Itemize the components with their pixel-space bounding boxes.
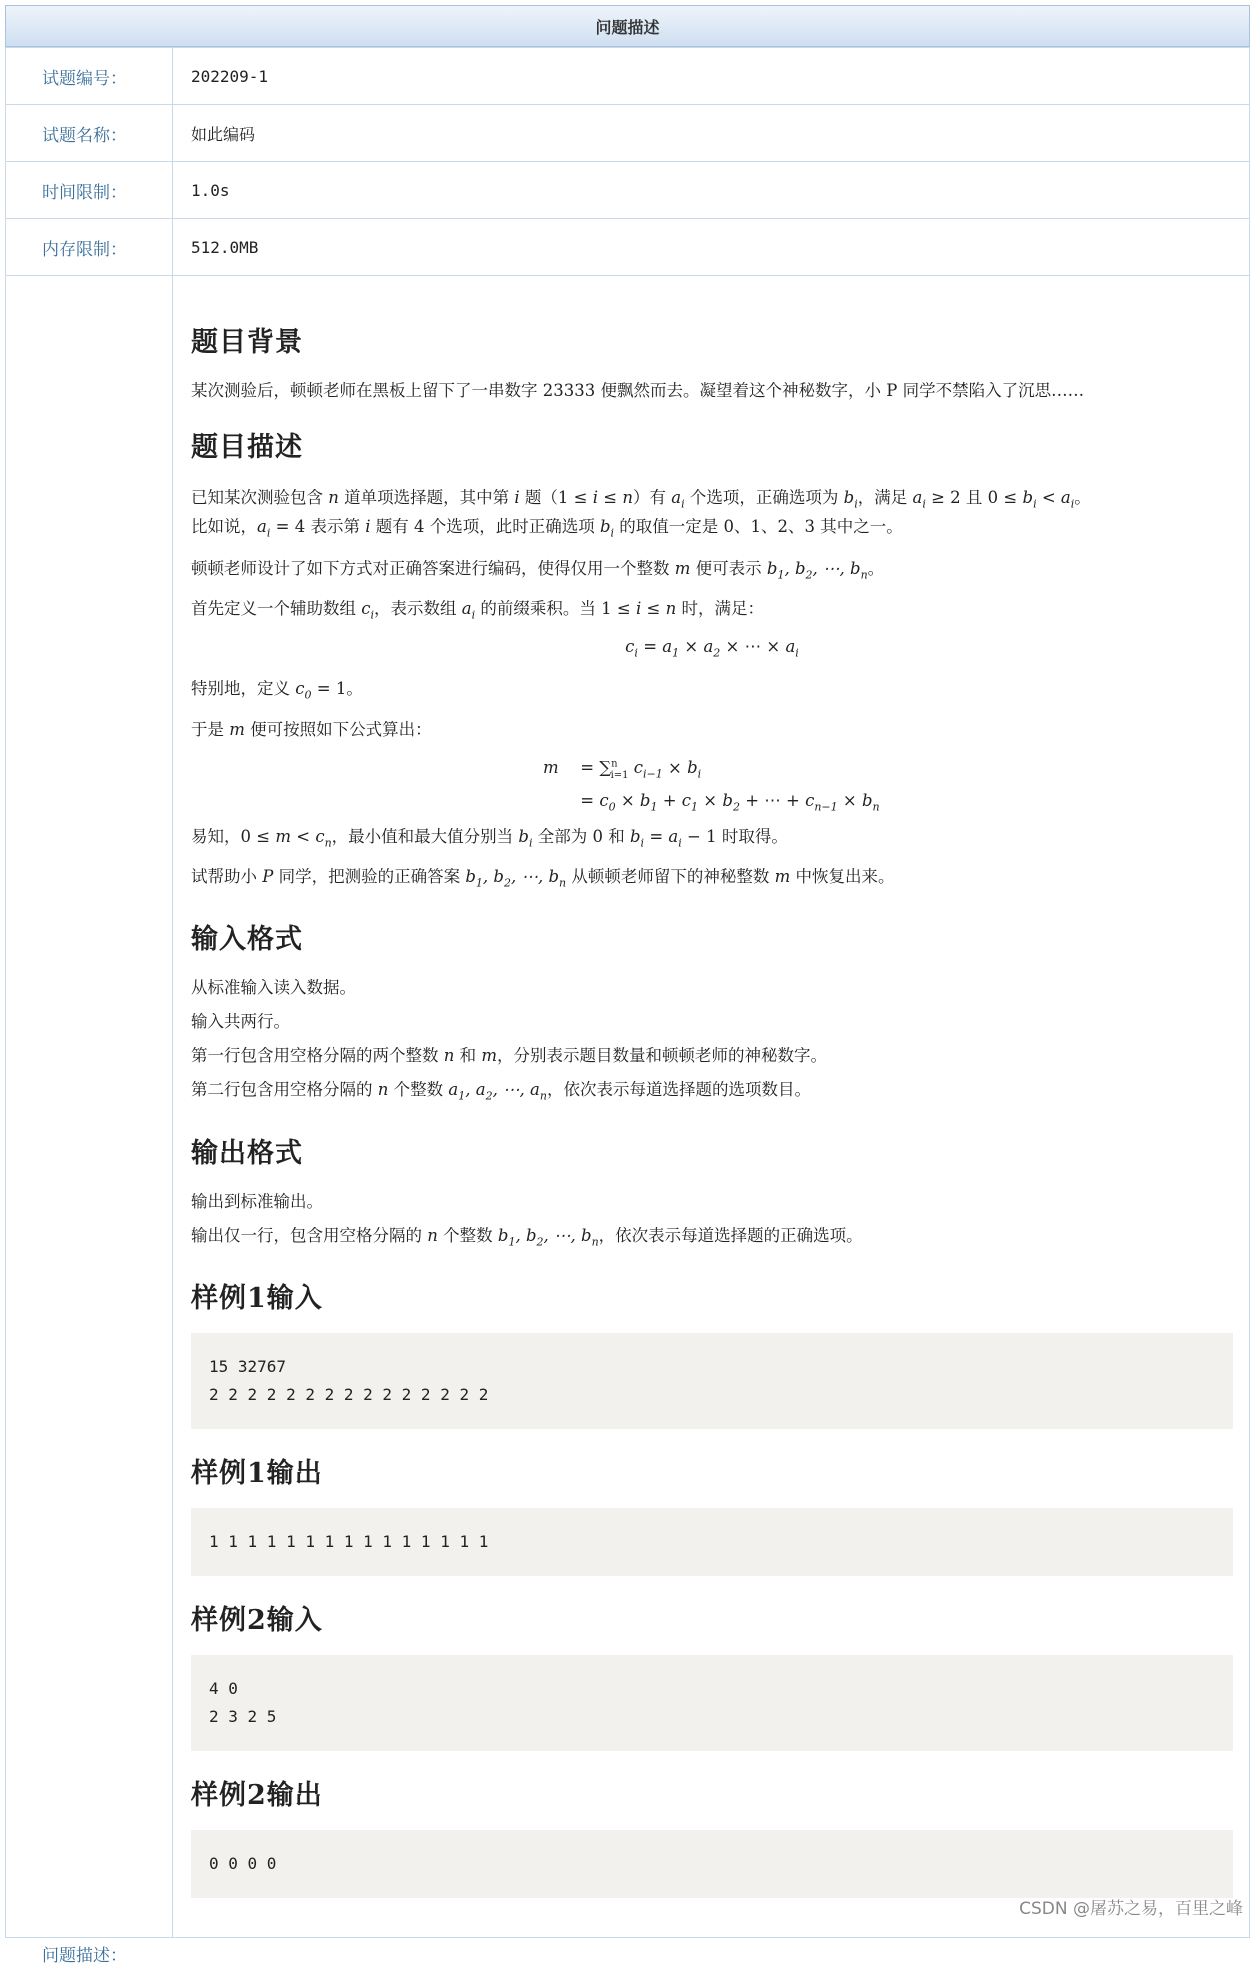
meta-value: 1.0s: [173, 162, 1250, 219]
formula-m: m = ∑$^n_{i=1}$ $c_{i-1} \times b_i$ = $c_0 \times b_1 + c_1 \times b_2$ + ⋯ + $c_{n-1} \times b_n$: [543, 758, 880, 813]
meta-row-id: [6, 48, 1250, 105]
description-paragraph-2: 顿顿老师设计了如下方式对正确答案进行编码，使得仅用一个整数 m 便可表示 $b_1$, $b_2$, ⋯, $b_n$。: [191, 558, 885, 581]
sample2-input: 4 0 2 3 2 5: [191, 1655, 1233, 1751]
section-title-sample2-input: 样例2输入: [191, 1605, 323, 1637]
section-title-sample1-output: 样例1输出: [191, 1458, 323, 1490]
meta-row-time: [6, 162, 1250, 219]
section-title-sample1-input: 样例1输入: [191, 1283, 323, 1315]
description-paragraph-5: 于是 m 便可按照如下公式算出：: [191, 719, 432, 739]
input-line: 第一行包含用空格分隔的两个整数 n 和 m，分别表示题目数量和顿顿老师的神秘数字。: [191, 1046, 828, 1066]
section-title-background: 题目背景: [191, 327, 303, 358]
meta-value: 如此编码: [173, 105, 1250, 162]
sample2-output: 0 0 0 0: [191, 1830, 1233, 1898]
sample1-input: 15 32767 2 2 2 2 2 2 2 2 2 2 2 2 2 2 2: [191, 1333, 1233, 1429]
meta-label: 内存限制：: [6, 219, 173, 276]
meta-row-name: [6, 105, 1250, 162]
section-title-description: 题目描述: [191, 432, 303, 463]
meta-row-memory: [6, 219, 1250, 276]
problem-frame: [5, 5, 1250, 1966]
input-line: 输入共两行。: [191, 1012, 290, 1032]
description-content: [173, 276, 1250, 1938]
output-line: 输出到标准输出。: [191, 1191, 323, 1211]
description-paragraph-6: 易知，$0 \le m < c_n$，最小值和最大值分别当 $b_i$ 全部为 0 和 $b_i = a_i - 1$ 时取得。: [191, 826, 788, 850]
background-text: 某次测验后，顿顿老师在黑板上留下了一串数字 23333 便飘然而去。凝望着这个神秘数字，小 P 同学不禁陷入了沉思……: [191, 381, 1085, 400]
input-line: 第二行包含用空格分隔的 n 个整数 $a_1$, $a_2$, ⋯, $a_n$，依次表示每道选择题的选项数目。: [191, 1080, 811, 1103]
section-title-output: 输出格式: [191, 1137, 303, 1169]
sample1-output: 1 1 1 1 1 1 1 1 1 1 1 1 1 1 1: [191, 1508, 1233, 1576]
description-paragraph-1: 已知某次测验包含 n 道单项选择题，其中第 i 题（1 ≤ i ≤ n）有 $a_i$ 个选项，正确选项为 $b_i$，满足 $a_i \ge 2$ 且 $0 \le b_i < a_i$。 比如说，$a_i = 4$ 表示第 i 题有 4 个选项，此时正确选项 $b_i$ 的取值一定是 0、1、2、3 其中之一。: [191, 488, 1091, 540]
description-row: [6, 276, 1250, 1938]
meta-label: 试题编号：: [6, 48, 173, 105]
meta-label: 时间限制：: [6, 162, 173, 219]
panel-title: 问题描述: [5, 5, 1250, 47]
meta-label: 试题名称：: [6, 105, 173, 162]
meta-value: 512.0MB: [173, 219, 1250, 276]
meta-value: 202209-1: [173, 48, 1250, 105]
description-paragraph-3: 首先定义一个辅助数组 $c_i$，表示数组 $a_i$ 的前缀乘积。当 1 ≤ i ≤ n 时，满足：: [191, 598, 764, 622]
watermark: CSDN @屠苏之易，百里之峰: [1019, 1899, 1243, 1919]
output-line: 输出仅一行，包含用空格分隔的 n 个整数 $b_1$, $b_2$, ⋯, $b_n$，依次表示每道选择题的正确选项。: [191, 1225, 863, 1249]
section-title-sample2-output: 样例2输出: [191, 1780, 323, 1812]
problem-info-table: [5, 47, 1250, 1966]
description-paragraph-4: 特别地，定义 $c_0 = 1$。: [191, 679, 363, 702]
description-label: 问题描述：: [42, 1946, 127, 1966]
section-title-input: 输入格式: [191, 924, 303, 956]
formula-prefix-product: $c_i = a_1 \times a_2$ × ⋯ × $a_i$: [625, 637, 799, 660]
input-line: 从标准输入读入数据。: [191, 978, 356, 998]
description-paragraph-7: 试帮助小 P 同学，把测验的正确答案 $b_1$, $b_2$, ⋯, $b_n$ 从顿顿老师留下的神秘整数 m 中恢复出来。: [191, 867, 895, 890]
